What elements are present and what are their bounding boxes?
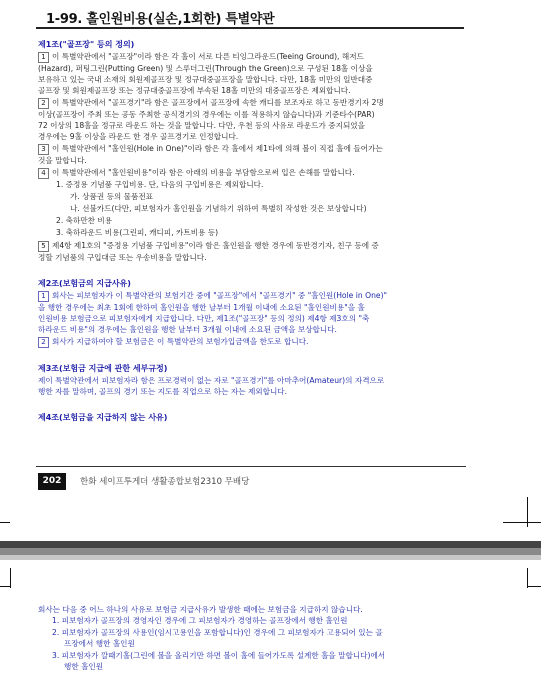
crop-mark [10,568,11,588]
clause-number: 2 [38,337,49,348]
article1-clause-5 [38,240,468,263]
clause-line: 정할 기념품의 구입대금 또는 우송비용을 말합니다. [38,253,207,262]
clause-line: 경우에는 9홀 이상을 라운드 한 경우 골프경기로 인정합니다. [38,132,239,142]
footer-product-name: 한화 세이프투게더 생활종합보험2310 무배당 [80,477,250,487]
clause-number: 3 [38,144,49,155]
clause-line: 하라운드 비용"의 경우에는 홀인원을 행한 날부터 3개월 이내에 소요된 금액을 보상합니다. [38,325,337,335]
list-item: 3. 피보험자가 깔때기홀(그린에 볼을 올리기만 하면 볼이 홀에 들어가도록 설계한 홀을 말합니다)에서 [52,650,386,660]
clause-line: 72 이상의 18홀을 정규로 라운드 하는 것을 말합니다. 다만, 우천 등의 사유로 라운드가 중지되었을 [38,121,365,131]
article2-clause-2 [38,336,468,348]
article1-heading: 제1조("골프장" 등의 정의) [38,40,135,49]
sublist-item: 가. 상품권 등의 물품전표 [70,192,154,201]
article1-clause-2 [38,97,468,142]
clause-line: 회사는 피보험자가 이 특별약관의 보험기간 중에 "골프장"에서 "골프경기" 중 "홀인원(Hole in One)" [52,291,388,300]
list-item: 프장에서 행한 홀인원 [64,639,135,649]
clause-line: 보유하고 있는 국내 소재의 회원제골프장 및 정규대중골프장을 말합니다. 다만, 18홀 미만의 일반대중 [38,75,373,85]
article1-clause-4 [38,167,468,179]
list-item: 행한 홀인원 [64,662,104,672]
article4-heading: 제4조(보험금을 지급하지 않는 사유) [38,413,168,422]
section-title: 1-99. 홀인원비용(실손,1회한) 특별약관 [46,12,275,27]
article1-clause-1 [38,51,468,96]
title-rule [36,27,464,29]
crop-mark [527,568,528,588]
sublist-item: 2. 축하만찬 비용 [56,216,113,225]
crop-mark [527,497,528,527]
page-number: 202 [38,473,66,490]
clause-line: (Hazard), 퍼팅그린(Putting Green) 및 스루더그린(Through the Green)으로 구성된 18홀 이상을 [38,64,373,73]
clause-number: 1 [38,291,49,302]
crop-mark [0,522,10,523]
article1-clause-3 [38,143,468,166]
article2-heading: 제2조(보험금의 지급사유) [38,279,131,288]
sublist-item: 3. 축하라운드 비용(그린피, 캐디피, 카트비용 등) [56,228,219,237]
clause-number: 2 [38,98,49,109]
page-break-band [0,548,541,555]
page-break-band [0,555,541,560]
article3-body [38,375,468,397]
clause-number: 1 [38,52,49,63]
footer-rule [36,466,466,467]
clause-line: 이 특별약관에서 "홀인원(Hole in One)"이라 함은 각 홀에서 제1타에 의해 볼이 직접 홀에 들어가는 [52,144,383,153]
page-break-band [0,541,541,548]
clause-line: 이 특별약관에서 "골프경기"라 함은 골프장에서 골프장에 속한 캐디를 보조자로 하고 동반경기자 2명 [52,98,384,107]
body-line: 제이 특별약관에서 피보험자라 함은 프로경력이 없는 자로 "골프경기"를 아마추어(Amateur)의 자격으로 [38,376,385,385]
article4-body [38,604,474,672]
list-item: 1. 피보험자가 골프장의 경영자인 경우에 그 피보험자가 경영하는 골프장에서 행한 홀인원 [52,616,348,626]
clause-line: 제4항 제1호의 "증정용 기념품 구입비용"이라 함은 홀인원을 행한 경우에 동반경기자, 친구 등에 증 [52,241,379,250]
clause-line: 이 특별약관에서 "홀인원비용"이라 함은 아래의 비용을 부담함으로써 입은 손해를 말합니다. [52,168,355,177]
article3-heading: 제3조(보험금 지급에 관한 세부규정) [38,364,168,373]
crop-mark [0,586,10,587]
clause-line: 이상(골프장이 주최 또는 공동 주최한 공식경기의 경우에는 이를 적용하지 않습니다)과 기준타수(PAR) [38,110,375,119]
list-item: 2. 피보험자가 골프장의 사용인(임시고용인을 포함합니다)인 경우에 그 피보험자가 고용되어 있는 골 [52,627,383,637]
body-line: 회사는 다음 중 어느 하나의 사유로 보험금 지급사유가 발생한 때에는 보험금을 지급하지 않습니다. [38,605,363,614]
clause-number: 4 [38,168,49,179]
clause-line: 을 행한 경우에는 최초 1회에 한하여 홀인원을 행한 날부터 1개월 이내에 소요된 "홀인원비용"을 홀 [38,303,365,312]
clause-line: 인원비용 보험금으로 피보험자에게 지급합니다. 다만, 제1조("골프장" 등의 정의) 제4항 제3호의 "축 [38,314,370,324]
article2-clause-1 [38,290,468,335]
clause-line: 것을 말합니다. [38,156,87,165]
sublist-item: 1. 증정용 기념품 구입비용. 단, 다음의 구입비용은 제외합니다. [56,180,264,189]
crop-mark [527,586,541,587]
clause-number: 5 [38,241,49,252]
crop-mark [503,522,541,523]
clause-line: 이 특별약관에서 "골프장"이라 함은 각 홀이 서로 다른 티잉그라운드(Teeing Ground), 해저드 [52,52,364,61]
clause-line: 회사가 지급하여야 할 보험금은 이 특별약관의 보험가입금액을 한도로 합니다. [52,337,309,346]
clause-line: 골프장 및 회원제골프장 또는 정규대중골프장에 부속된 18홀 미만의 대중골프장은 제외합니다. [38,86,351,96]
body-line: 행한 자를 말하며, 골프의 경기 또는 지도를 직업으로 하는 자는 제외합니다. [38,387,288,397]
sublist-item: 나. 선불카드(다만, 피보험자가 홀인원을 기념하기 위하여 특별히 작성한 것은 보상합니다) [70,204,367,213]
